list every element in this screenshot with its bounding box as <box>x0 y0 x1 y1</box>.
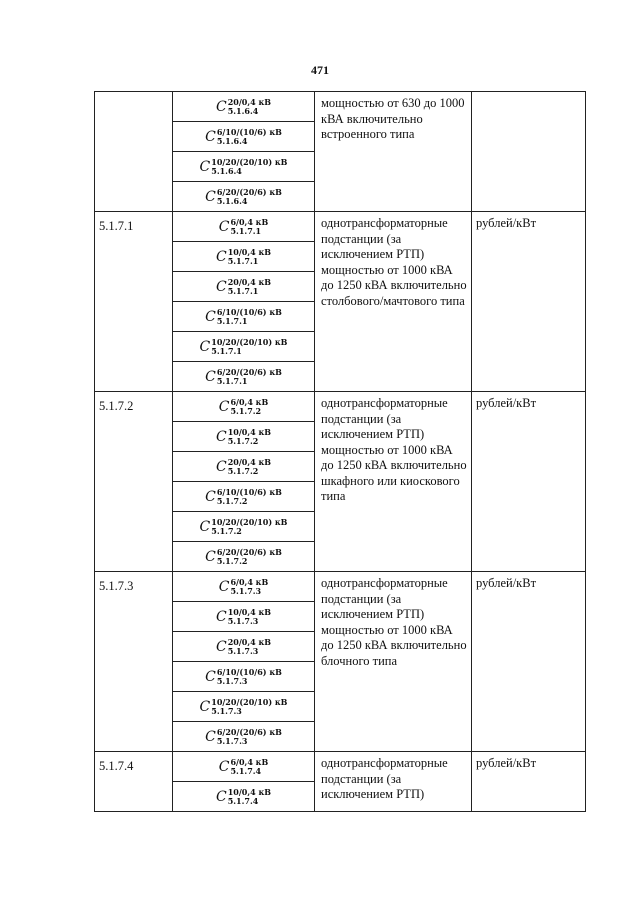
tariff-formula <box>205 368 282 386</box>
formula-symbol: C <box>215 638 227 655</box>
tariff-formula <box>205 308 282 326</box>
formula-symbol: C <box>205 128 216 145</box>
formula-symbol: C <box>218 578 230 595</box>
tariff-formula <box>200 518 288 536</box>
item-number: 5.1.7.4 <box>95 752 173 812</box>
item-description: однотрансформаторные подстанции (за исключением РТП) мощностью от 1000 кВА до 1250 кВА включительно блочного типа <box>315 572 472 752</box>
formula-superscript: 10/20/(20/10) кВ <box>211 696 288 707</box>
formula-superscript: 10/20/(20/10) кВ <box>211 516 288 527</box>
formula-superscript: 6/10/(10/6) кВ <box>216 306 282 317</box>
formula-symbol: C <box>199 518 211 535</box>
tariff-table-container <box>94 91 585 812</box>
formula-subscript: 5.1.7.1 <box>216 375 248 386</box>
formula-superscript: 6/10/(10/6) кВ <box>216 486 282 497</box>
table-row <box>95 212 586 242</box>
table-row <box>95 392 586 422</box>
tariff-formula <box>216 98 271 116</box>
item-unit: рублей/кВт <box>472 212 586 392</box>
formula-subscript: 5.1.7.3 <box>230 585 262 596</box>
tariff-symbol-cell <box>173 362 315 392</box>
formula-symbol: C <box>215 458 227 475</box>
formula-symbol: C <box>205 188 216 205</box>
tariff-symbol-cell <box>173 602 315 632</box>
formula-subscript: 5.1.7.2 <box>216 495 248 506</box>
item-unit <box>472 92 586 212</box>
item-number: 5.1.7.3 <box>95 572 173 752</box>
tariff-symbol-cell <box>173 482 315 512</box>
table-row <box>95 92 586 122</box>
tariff-formula <box>200 158 288 176</box>
formula-superscript: 10/0,4 кВ <box>227 246 271 257</box>
formula-symbol: C <box>205 548 216 565</box>
item-number: 5.1.7.2 <box>95 392 173 572</box>
tariff-symbol-cell <box>173 692 315 722</box>
formula-symbol: C <box>205 308 216 325</box>
tariff-symbol-cell <box>173 722 315 752</box>
table-row <box>95 572 586 602</box>
formula-superscript: 20/0,4 кВ <box>227 96 271 107</box>
formula-symbol: C <box>199 338 211 355</box>
formula-subscript: 5.1.7.1 <box>227 285 259 296</box>
formula-symbol: C <box>218 218 230 235</box>
formula-superscript: 6/10/(10/6) кВ <box>216 126 282 137</box>
formula-superscript: 6/20/(20/6) кВ <box>216 546 282 557</box>
tariff-formula <box>216 278 271 296</box>
tariff-symbol-cell <box>173 242 315 272</box>
tariff-formula <box>205 668 282 686</box>
tariff-symbol-cell <box>173 632 315 662</box>
tariff-formula <box>205 728 282 746</box>
tariff-formula <box>219 398 268 416</box>
item-description: однотрансформаторные подстанции (за исключением РТП) мощностью от 1000 кВА до 1250 кВА включительно шкафного или киоскового типа <box>315 392 472 572</box>
formula-superscript: 6/20/(20/6) кВ <box>216 726 282 737</box>
tariff-formula <box>216 428 271 446</box>
formula-subscript: 5.1.7.3 <box>216 735 248 746</box>
formula-subscript: 5.1.7.3 <box>227 645 259 656</box>
item-description: однотрансформаторные подстанции (за исключением РТП) мощностью от 1000 кВА до 1250 кВА включительно столбового/мачтового типа <box>315 212 472 392</box>
formula-subscript: 5.1.7.1 <box>216 315 248 326</box>
tariff-symbol-cell <box>173 212 315 242</box>
tariff-symbol-cell <box>173 272 315 302</box>
item-number <box>95 92 173 212</box>
tariff-formula <box>205 548 282 566</box>
formula-superscript: 6/20/(20/6) кВ <box>216 366 282 377</box>
formula-symbol: C <box>215 278 227 295</box>
formula-symbol: C <box>205 368 216 385</box>
item-unit: рублей/кВт <box>472 572 586 752</box>
tariff-formula <box>219 758 268 776</box>
formula-subscript: 5.1.7.3 <box>216 675 248 686</box>
formula-superscript: 6/0,4 кВ <box>230 216 269 227</box>
item-number: 5.1.7.1 <box>95 212 173 392</box>
tariff-formula <box>216 608 271 626</box>
tariff-formula <box>205 488 282 506</box>
formula-subscript: 5.1.7.2 <box>227 465 259 476</box>
formula-symbol: C <box>218 398 230 415</box>
tariff-formula <box>216 638 271 656</box>
tariff-formula <box>216 788 271 806</box>
item-unit: рублей/кВт <box>472 752 586 812</box>
tariff-symbol-cell <box>173 572 315 602</box>
formula-subscript: 5.1.7.4 <box>227 795 259 806</box>
formula-symbol: C <box>215 428 227 445</box>
formula-symbol: C <box>205 728 216 745</box>
table-row <box>95 752 586 782</box>
formula-superscript: 10/0,4 кВ <box>227 426 271 437</box>
formula-symbol: C <box>215 248 227 265</box>
page-number: 471 <box>311 63 329 77</box>
formula-symbol: C <box>199 158 211 175</box>
tariff-formula <box>200 698 288 716</box>
formula-subscript: 5.1.7.1 <box>227 255 259 266</box>
formula-symbol: C <box>215 788 227 805</box>
formula-superscript: 6/0,4 кВ <box>230 396 269 407</box>
formula-subscript: 5.1.6.4 <box>216 135 248 146</box>
formula-superscript: 10/20/(20/10) кВ <box>211 156 288 167</box>
formula-symbol: C <box>218 758 230 775</box>
formula-symbol: C <box>205 488 216 505</box>
tariff-symbol-cell <box>173 662 315 692</box>
formula-subscript: 5.1.7.2 <box>216 555 248 566</box>
item-description: мощностью от 630 до 1000 кВА включительно встроенного типа <box>315 92 472 212</box>
formula-subscript: 5.1.7.2 <box>211 525 242 536</box>
tariff-symbol-cell <box>173 122 315 152</box>
tariff-symbol-cell <box>173 452 315 482</box>
item-unit: рублей/кВт <box>472 392 586 572</box>
formula-subscript: 5.1.6.4 <box>211 165 242 176</box>
tariff-symbol-cell <box>173 422 315 452</box>
tariff-symbol-cell <box>173 302 315 332</box>
tariff-symbol-cell <box>173 152 315 182</box>
formula-subscript: 5.1.7.1 <box>211 345 242 356</box>
tariff-formula <box>216 458 271 476</box>
tariff-formula <box>205 128 282 146</box>
formula-superscript: 6/0,4 кВ <box>230 576 269 587</box>
formula-subscript: 5.1.7.4 <box>230 765 262 776</box>
formula-superscript: 10/0,4 кВ <box>227 786 271 797</box>
formula-subscript: 5.1.7.3 <box>211 705 242 716</box>
tariff-symbol-cell <box>173 512 315 542</box>
tariff-formula <box>205 188 282 206</box>
formula-superscript: 20/0,4 кВ <box>227 276 271 287</box>
tariff-formula <box>219 218 268 236</box>
tariff-symbol-cell <box>173 92 315 122</box>
tariff-symbol-cell <box>173 182 315 212</box>
tariff-table-body <box>95 92 586 812</box>
formula-superscript: 20/0,4 кВ <box>227 456 271 467</box>
formula-superscript: 6/0,4 кВ <box>230 756 269 767</box>
formula-symbol: C <box>215 608 227 625</box>
formula-superscript: 6/20/(20/6) кВ <box>216 186 282 197</box>
formula-subscript: 5.1.6.4 <box>216 195 248 206</box>
tariff-symbol-cell <box>173 332 315 362</box>
formula-symbol: C <box>205 668 216 685</box>
tariff-symbol-cell <box>173 392 315 422</box>
tariff-symbol-cell <box>173 752 315 782</box>
formula-superscript: 20/0,4 кВ <box>227 636 271 647</box>
formula-superscript: 10/20/(20/10) кВ <box>211 336 288 347</box>
tariff-formula <box>219 578 268 596</box>
tariff-formula <box>216 248 271 266</box>
formula-symbol: C <box>199 698 211 715</box>
item-description: однотрансформаторные подстанции (за исключением РТП) <box>315 752 472 812</box>
tariff-formula <box>200 338 288 356</box>
tariff-symbol-cell <box>173 542 315 572</box>
formula-superscript: 6/10/(10/6) кВ <box>216 666 282 677</box>
formula-subscript: 5.1.7.2 <box>227 435 259 446</box>
tariff-table <box>94 91 586 812</box>
formula-subscript: 5.1.7.2 <box>230 405 262 416</box>
tariff-symbol-cell <box>173 782 315 812</box>
formula-subscript: 5.1.7.1 <box>230 225 262 236</box>
formula-superscript: 10/0,4 кВ <box>227 606 271 617</box>
formula-symbol: C <box>215 98 227 115</box>
formula-subscript: 5.1.6.4 <box>227 105 259 116</box>
formula-subscript: 5.1.7.3 <box>227 615 259 626</box>
